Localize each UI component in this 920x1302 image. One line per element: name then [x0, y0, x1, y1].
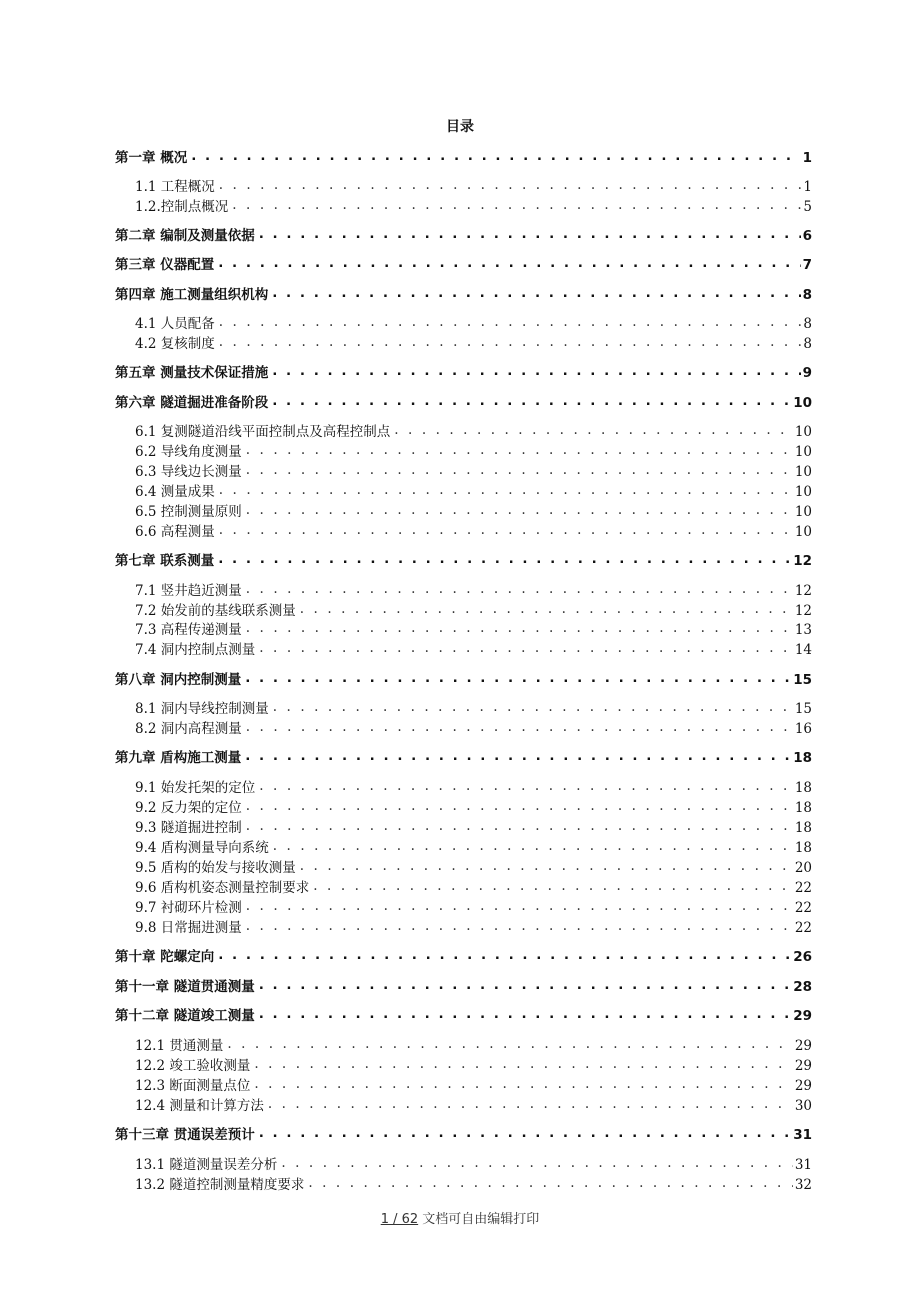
dot-leader [246, 721, 793, 735]
dot-leader [259, 228, 801, 242]
dot-leader [246, 444, 793, 458]
toc-entry-page-number: 5 [803, 199, 812, 215]
toc-entry-label: 6.2 导线角度测量 [135, 444, 242, 460]
toc-entry-label: 6.5 控制测量原则 [135, 504, 242, 520]
toc-section-entry[interactable] [115, 599, 812, 619]
toc-entry-label: 9.3 隧道掘进控制 [135, 820, 242, 836]
toc-chapter-entry[interactable] [115, 945, 812, 965]
toc-chapter-entry[interactable] [115, 975, 812, 995]
toc-section-entry[interactable] [115, 836, 812, 856]
toc-entry-page-number: 8 [803, 336, 812, 352]
toc-entry-page-number: 22 [794, 920, 812, 936]
toc-entry-page-number: 26 [793, 949, 812, 965]
toc-section-entry[interactable] [115, 876, 812, 896]
dot-leader [272, 287, 800, 301]
toc-chapter-entry[interactable] [115, 361, 812, 381]
toc-entry-label: 8.2 洞内高程测量 [135, 721, 242, 737]
dot-leader [219, 336, 802, 350]
dot-leader [254, 1058, 792, 1072]
dot-leader [300, 860, 793, 874]
toc-entry-label: 第十三章 贯通误差预计 [115, 1127, 255, 1143]
toc-entry-page-number: 18 [794, 840, 812, 856]
toc-entry-label: 7.3 高程传递测量 [135, 622, 242, 638]
dot-leader [246, 622, 793, 636]
toc-section-entry[interactable] [115, 1153, 812, 1173]
toc-chapter-entry[interactable] [115, 283, 812, 303]
toc-entry-page-number: 10 [794, 484, 812, 500]
toc-entry-page-number: 32 [794, 1177, 812, 1193]
toc-entry-page-number: 10 [794, 444, 812, 460]
dot-leader [259, 1127, 792, 1141]
toc-entry-page-number: 16 [794, 721, 812, 737]
toc-entry-label: 第四章 施工测量组织机构 [115, 287, 269, 303]
toc-section-entry[interactable] [115, 579, 812, 599]
toc-entry-page-number: 29 [793, 1008, 812, 1024]
page-footer [0, 1208, 920, 1227]
toc-chapter-entry[interactable] [115, 253, 812, 273]
toc-section-entry[interactable] [115, 520, 812, 540]
toc-chapter-entry[interactable] [115, 391, 812, 411]
dot-leader [219, 179, 802, 193]
toc-entry-page-number: 10 [793, 395, 812, 411]
dot-leader [219, 316, 802, 330]
page-title: 目录 [446, 119, 474, 135]
dot-leader [219, 524, 793, 538]
toc-entry-page-number: 12 [793, 553, 812, 569]
toc-section-entry[interactable] [115, 816, 812, 836]
toc-entry-label: 第十二章 隧道竣工测量 [115, 1008, 255, 1024]
toc-entry-page-number: 9 [802, 365, 812, 381]
toc-entry-page-number: 8 [802, 287, 812, 303]
toc-entry-page-number: 15 [794, 701, 812, 717]
dot-leader [313, 880, 793, 894]
toc-entry-label: 9.4 盾构测量导向系统 [135, 840, 269, 856]
toc-section-entry[interactable] [115, 1074, 812, 1094]
toc-entry-label: 第七章 联系测量 [115, 553, 215, 569]
toc-chapter-entry[interactable] [115, 224, 812, 244]
toc-entry-page-number: 22 [794, 900, 812, 916]
dot-leader [246, 820, 793, 834]
toc-entry-page-number: 20 [794, 860, 812, 876]
toc-entry-page-number: 30 [794, 1098, 812, 1114]
toc-entry-page-number: 1 [802, 150, 812, 166]
toc-entry-label: 第十一章 隧道贯通测量 [115, 979, 255, 995]
toc-entry-page-number: 13 [794, 622, 812, 638]
dot-leader [259, 1008, 792, 1022]
dot-leader [232, 199, 801, 213]
toc-entry-label: 第五章 测量技术保证措施 [115, 365, 269, 381]
dot-leader [300, 603, 793, 617]
dot-leader [191, 150, 800, 164]
toc-section-entry[interactable] [115, 500, 812, 520]
toc-entry-label: 第九章 盾构施工测量 [115, 750, 242, 766]
toc-entry-page-number: 10 [794, 464, 812, 480]
toc-chapter-entry[interactable] [115, 746, 812, 766]
toc-entry-label: 6.6 高程测量 [135, 524, 215, 540]
dot-leader [246, 920, 793, 934]
toc-section-entry[interactable] [115, 916, 812, 936]
dot-leader [259, 642, 793, 656]
dot-leader [218, 553, 791, 567]
toc-section-entry[interactable] [115, 638, 812, 658]
toc-section-entry[interactable] [115, 717, 812, 737]
toc-entry-page-number: 31 [794, 1157, 812, 1173]
toc-entry-page-number: 18 [794, 800, 812, 816]
toc-entry-label: 4.1 人员配备 [135, 316, 215, 332]
toc-section-entry[interactable] [115, 440, 812, 460]
dot-leader [308, 1177, 792, 1191]
toc-entry-label: 9.7 衬砌环片检测 [135, 900, 242, 916]
toc-section-entry[interactable] [115, 1034, 812, 1054]
toc-entry-label: 第八章 洞内控制测量 [115, 672, 242, 688]
toc-entry-page-number: 10 [794, 524, 812, 540]
dot-leader [246, 464, 793, 478]
toc-entry-page-number: 29 [794, 1038, 812, 1054]
toc-entry-label: 9.5 盾构的始发与接收测量 [135, 860, 296, 876]
toc-entry-page-number: 8 [803, 316, 812, 332]
toc-entry-page-number: 29 [794, 1078, 812, 1094]
dot-leader [273, 840, 793, 854]
toc-entry-page-number: 1 [803, 179, 812, 195]
dot-leader [246, 800, 793, 814]
toc-entry-label: 12.4 测量和计算方法 [135, 1098, 264, 1114]
toc-entry-label: 第三章 仪器配置 [115, 257, 215, 273]
toc-entry-page-number: 31 [793, 1127, 812, 1143]
toc-entry-label: 12.2 竣工验收测量 [135, 1058, 251, 1074]
toc-entry-label: 第二章 编制及测量依据 [115, 228, 255, 244]
toc-entry-page-number: 15 [793, 672, 812, 688]
toc-chapter-entry[interactable] [115, 549, 812, 569]
dot-leader [273, 701, 793, 715]
toc-chapter-entry[interactable] [115, 1123, 812, 1143]
toc-section-entry[interactable] [115, 460, 812, 480]
toc-entry-page-number: 29 [794, 1058, 812, 1074]
dot-leader [272, 365, 800, 379]
toc-entry-label: 6.1 复测隧道沿线平面控制点及高程控制点 [135, 424, 391, 440]
dot-leader [246, 504, 793, 518]
toc-entry-label: 13.2 隧道控制测量精度要求 [135, 1177, 305, 1193]
dot-leader [245, 750, 791, 764]
toc-entry-label: 第一章 概况 [115, 150, 188, 166]
dot-leader [259, 979, 792, 993]
toc-entry-page-number: 14 [794, 642, 812, 658]
toc-entry-label: 12.3 断面测量点位 [135, 1078, 251, 1094]
toc-entry-page-number: 6 [802, 228, 812, 244]
dot-leader [272, 395, 791, 409]
footer-note: 文档可自由编辑打印 [422, 1212, 540, 1227]
toc-entry-page-number: 7 [802, 257, 812, 273]
toc-section-entry[interactable] [115, 420, 812, 440]
toc-section-entry[interactable] [115, 480, 812, 500]
toc-section-entry[interactable] [115, 312, 812, 332]
dot-leader [281, 1157, 792, 1171]
toc-entry-label: 13.1 隧道测量误差分析 [135, 1157, 278, 1173]
toc-section-entry[interactable] [115, 332, 812, 352]
toc-entry-label: 7.1 竖井趋近测量 [135, 583, 242, 599]
dot-leader [268, 1098, 793, 1112]
toc-entry-label: 4.2 复核制度 [135, 336, 215, 352]
dot-leader [218, 257, 800, 271]
toc-entry-label: 1.2.控制点概况 [135, 199, 229, 215]
toc-section-entry[interactable] [115, 896, 812, 916]
toc-entry-label: 9.8 日常掘进测量 [135, 920, 242, 936]
toc-entry-page-number: 18 [794, 780, 812, 796]
toc-entry-page-number: 28 [793, 979, 812, 995]
dot-leader [394, 424, 793, 438]
toc-section-entry[interactable] [115, 1054, 812, 1074]
toc-entry-page-number: 10 [794, 424, 812, 440]
toc-section-entry[interactable] [115, 796, 812, 816]
toc-chapter-entry[interactable] [115, 668, 812, 688]
toc-section-entry[interactable] [115, 1173, 812, 1193]
dot-leader [245, 672, 791, 686]
dot-leader [259, 780, 793, 794]
toc-entry-label: 12.1 贯通测量 [135, 1038, 224, 1054]
toc-chapter-entry[interactable] [115, 146, 812, 166]
toc-entry-label: 9.2 反力架的定位 [135, 800, 242, 816]
toc-entry-label: 6.4 测量成果 [135, 484, 215, 500]
toc-entry-label: 8.1 洞内导线控制测量 [135, 701, 269, 717]
toc-entry-page-number: 18 [794, 820, 812, 836]
dot-leader [246, 900, 793, 914]
dot-leader [254, 1078, 792, 1092]
toc-section-entry[interactable] [115, 195, 812, 215]
dot-leader [227, 1038, 792, 1052]
toc-section-entry[interactable] [115, 175, 812, 195]
toc-section-entry[interactable] [115, 776, 812, 796]
toc-section-entry[interactable] [115, 856, 812, 876]
toc-section-entry[interactable] [115, 1094, 812, 1114]
toc-entry-page-number: 12 [794, 583, 812, 599]
toc-entry-label: 第六章 隧道掘进准备阶段 [115, 395, 269, 411]
toc-entry-page-number: 22 [794, 880, 812, 896]
toc-section-entry[interactable] [115, 618, 812, 638]
toc-entry-page-number: 10 [794, 504, 812, 520]
toc-section-entry[interactable] [115, 697, 812, 717]
toc-entry-page-number: 18 [793, 750, 812, 766]
toc-entry-label: 7.4 洞内控制点测量 [135, 642, 256, 658]
dot-leader [246, 583, 793, 597]
toc-chapter-entry[interactable] [115, 1004, 812, 1024]
toc-entry-label: 9.1 始发托架的定位 [135, 780, 256, 796]
toc-entry-label: 第十章 陀螺定向 [115, 949, 215, 965]
dot-leader [218, 949, 791, 963]
page-indicator: 1 / 62 [380, 1212, 419, 1227]
toc-entry-page-number: 12 [794, 603, 812, 619]
toc-entry-label: 1.1 工程概况 [135, 179, 215, 195]
toc-entry-label: 6.3 导线边长测量 [135, 464, 242, 480]
toc-entry-label: 9.6 盾构机姿态测量控制要求 [135, 880, 310, 896]
toc-entry-label: 7.2 始发前的基线联系测量 [135, 603, 296, 619]
dot-leader [219, 484, 793, 498]
